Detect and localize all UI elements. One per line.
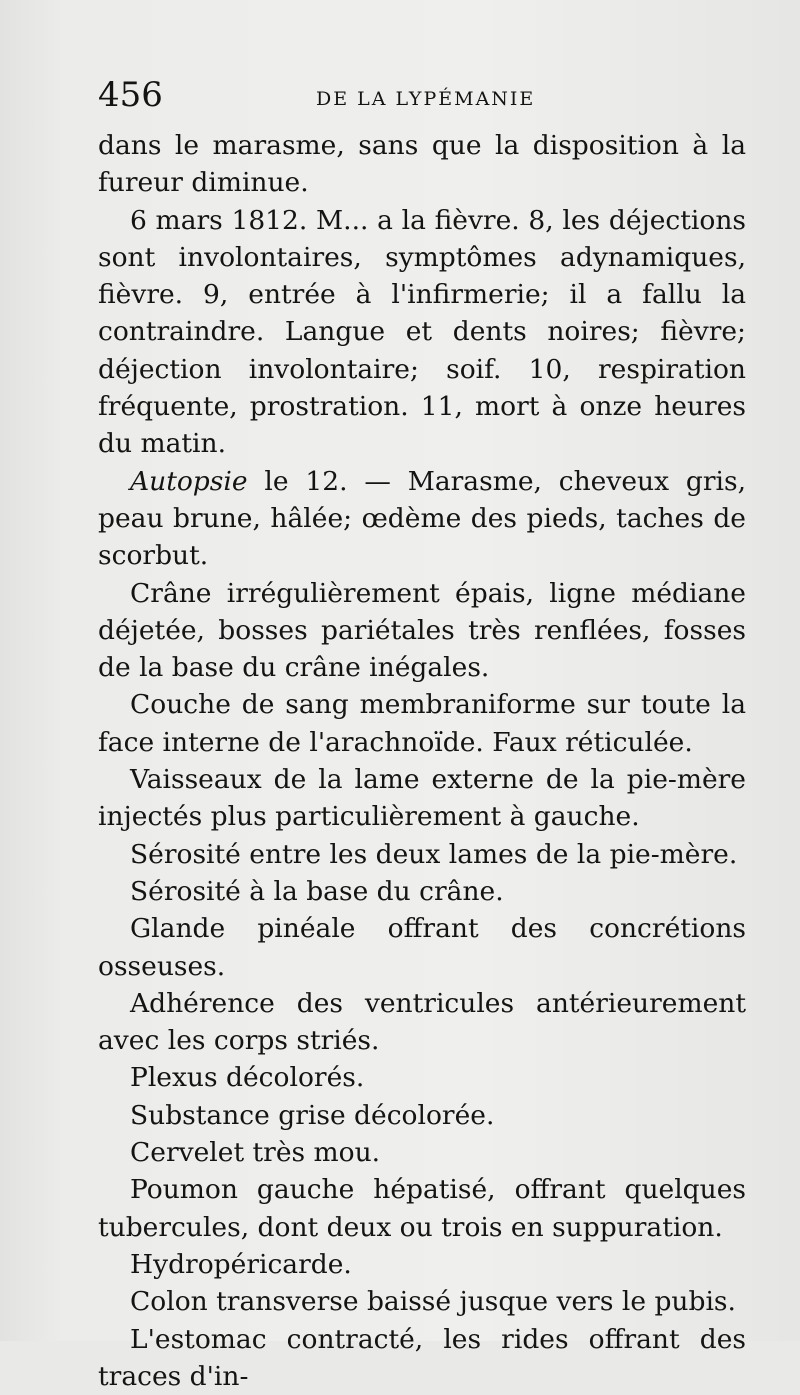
paragraph-arachnoid: Couche de sang membraniforme sur toute la face interne de l'arachnoïde. Faux réticulée. — [98, 686, 746, 761]
paragraph-continuation: dans le marasme, sans que la disposition à la fureur diminue. — [98, 127, 746, 202]
paragraph-autopsy — [98, 463, 746, 575]
paragraph-colon: Colon transverse baissé jusque vers le pubis. — [98, 1283, 746, 1320]
paragraph-serosity-pia-mater: Sérosité entre les deux lames de la pie-mère. — [98, 836, 746, 873]
autopsy-heading: Autopsie — [130, 466, 248, 497]
paragraph-hydropericardium: Hydropéricarde. — [98, 1246, 746, 1283]
paragraph-lung: Poumon gauche hépatisé, offrant quelques tubercules, dont deux ou trois en suppuration. — [98, 1171, 746, 1246]
paragraph-grey-matter: Substance grise décolorée. — [98, 1097, 746, 1134]
body-text — [98, 127, 746, 1395]
autopsy-text: le 12. — Marasme, cheveux gris, peau brune, hâlée; œdème des pieds, taches de scorbut. — [98, 466, 746, 572]
paragraph-pineal-gland: Glande pinéale offrant des concrétions osseuses. — [98, 910, 746, 985]
paragraph-vessels: Vaisseaux de la lame externe de la pie-mère injectés plus particulièrement à gauche. — [98, 761, 746, 836]
page-header — [98, 70, 758, 120]
page-number: 456 — [98, 70, 163, 120]
paragraph-cerebellum: Cervelet très mou. — [98, 1134, 746, 1171]
paragraph-clinical-history: 6 mars 1812. M... a la fièvre. 8, les déjections sont involontaires, symptômes adynamiques, fièvre. 9, entrée à l'infirmerie; il a fallu la contraindre. Langue et dents noires; fièvre; déjection involontaire; soif. 10, respiration fréquente, prostration. 11, mort à onze heures du matin. — [98, 202, 746, 463]
paragraph-ventricles: Adhérence des ventricules antérieurement avec les corps striés. — [98, 985, 746, 1060]
running-title: DE LA LYPÉMANIE — [316, 74, 535, 124]
paragraph-stomach: L'estomac contracté, les rides offrant des traces d'in- — [98, 1321, 746, 1395]
paragraph-skull: Crâne irrégulièrement épais, ligne médiane déjetée, bosses pariétales très renflées, fosses de la base du crâne inégales. — [98, 575, 746, 687]
paragraph-serosity-base: Sérosité à la base du crâne. — [98, 873, 746, 910]
paragraph-plexus: Plexus décolorés. — [98, 1059, 746, 1096]
